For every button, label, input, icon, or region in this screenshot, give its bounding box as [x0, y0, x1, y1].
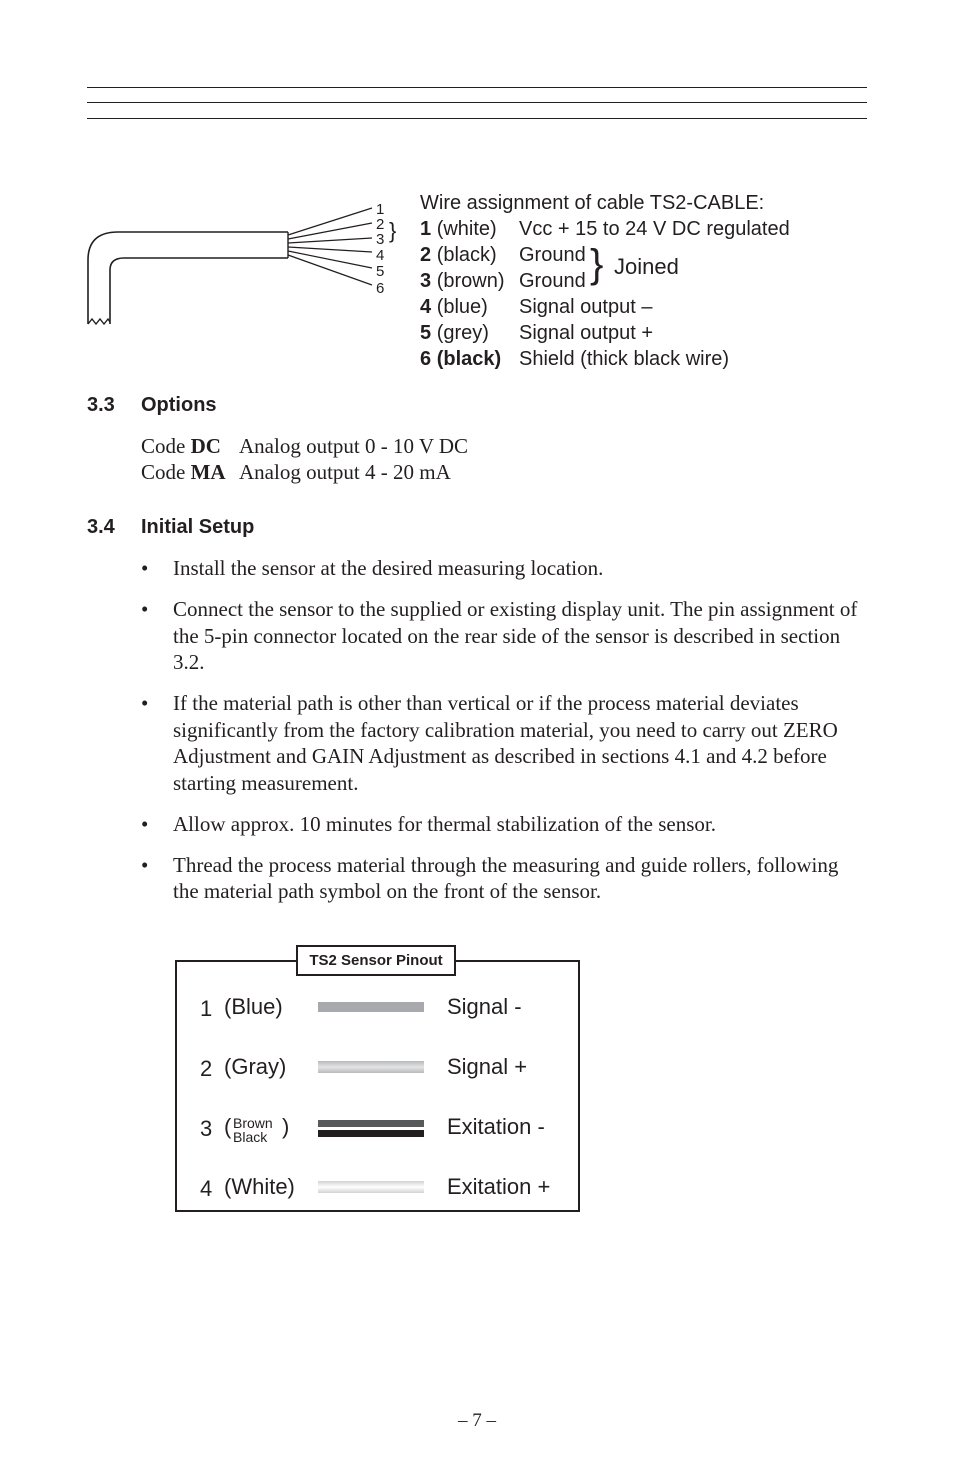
- wire-function: Ground: [519, 244, 586, 266]
- list-item-text: Allow approx. 10 minutes for thermal stabilization of the sensor.: [173, 811, 716, 836]
- pin-number: 2: [200, 1056, 213, 1081]
- list-item: [141, 852, 866, 905]
- wire-number: 1: [420, 218, 432, 240]
- wire-function: Ground: [519, 270, 586, 292]
- wire-color: (grey): [436, 322, 489, 344]
- option-description: Analog output 4 - 20 mA: [239, 460, 451, 484]
- wire-row: [420, 346, 860, 372]
- wire-color: (white): [436, 218, 497, 240]
- setup-steps-list: [141, 555, 866, 919]
- pinout-row: [177, 988, 582, 1028]
- section-number: 3.3: [87, 394, 115, 416]
- option-description: Analog output 0 - 10 V DC: [239, 434, 469, 458]
- wire-function: Signal output +: [519, 322, 653, 344]
- pin-color: (Gray): [224, 1054, 287, 1079]
- wire-color: (black): [436, 348, 502, 370]
- wire-assignment-title: Wire assignment of cable TS2-CABLE:: [420, 192, 765, 214]
- pin-number: 1: [200, 996, 213, 1021]
- header-rule-middle: [87, 102, 867, 103]
- wire-function: Shield (thick black wire): [519, 348, 730, 370]
- pin-color-top: Brown: [233, 1115, 273, 1131]
- list-item: [141, 811, 866, 838]
- wire-row: [420, 294, 860, 320]
- list-item: [141, 555, 866, 582]
- wire-number: 6: [420, 348, 432, 370]
- header-rule-bottom: [87, 118, 867, 119]
- pinout-row: 3 ( Brown Black ) Exitation -: [200, 1114, 545, 1145]
- wire-swatch-gray: [318, 1061, 424, 1073]
- wire-swatch-brown: [318, 1120, 424, 1127]
- pin-number: 4: [200, 1176, 213, 1201]
- pin-signal: Exitation -: [447, 1114, 545, 1139]
- joined-brace: }: [590, 242, 604, 286]
- cable-label-4: 4: [376, 247, 385, 264]
- pin-color: (Blue): [224, 994, 283, 1019]
- section-title: Options: [141, 394, 217, 416]
- option-prefix: Code: [141, 460, 186, 484]
- pin-signal: Signal -: [447, 994, 522, 1019]
- options-list: [141, 433, 468, 485]
- cable-illustration: [80, 190, 410, 340]
- cable-label-3: 3: [376, 231, 385, 248]
- bullet: •: [141, 597, 149, 621]
- wire-function: Vcc + 15 to 24 V DC regulated: [519, 218, 790, 240]
- page-number: – 7 –: [458, 1410, 496, 1431]
- wire-assignment-table: [420, 190, 860, 372]
- cable-wires: [288, 208, 372, 285]
- wire-number: 3: [420, 270, 432, 292]
- pinout-row: [177, 1048, 582, 1088]
- wire-function: Signal output –: [519, 296, 653, 318]
- wire-number: 5: [420, 322, 432, 344]
- option-row: [141, 433, 468, 459]
- list-item-text: Connect the sensor to the supplied or existing display unit. The pin assignment of the 5-pin connector located on the rear side of the sensor is described in section 3.2.: [173, 597, 858, 674]
- bullet: •: [141, 811, 149, 836]
- wire-swatch-white: [318, 1181, 424, 1193]
- section-heading-options: [87, 394, 217, 417]
- header-rule-top: [87, 87, 867, 88]
- pin-color-bottom: Black: [233, 1129, 268, 1145]
- cable-label-1: 1: [376, 201, 385, 218]
- joined-label: Joined: [614, 254, 679, 279]
- list-item-text: Install the sensor at the desired measuring location.: [173, 556, 604, 580]
- cable-brace: }: [389, 218, 397, 243]
- pinout-title: TS2 Sensor Pinout: [296, 945, 456, 976]
- pin-signal: Exitation +: [447, 1174, 551, 1199]
- wire-color: (black): [436, 244, 497, 266]
- list-item-text: Thread the process material through the measuring and guide rollers, following the material path symbol on the front of the sensor.: [173, 852, 839, 903]
- section-number: 3.4: [87, 516, 115, 538]
- option-code: MA: [190, 460, 226, 484]
- cable-jacket: [88, 232, 288, 324]
- pin-signal: Signal +: [447, 1054, 528, 1079]
- bullet: •: [141, 852, 149, 877]
- list-item-text: If the material path is other than vertical or if the process material deviates significantly from the factory calibration material, you need to carry out ZERO Adjustment and GAIN Adjustment as described in sections 4.1 and 4.2 before starting measurement.: [173, 691, 838, 795]
- bullet: •: [141, 691, 149, 715]
- pin-number: 3: [200, 1116, 213, 1141]
- option-row: [141, 459, 468, 485]
- wire-row: [420, 320, 860, 346]
- cable-label-5: 5: [376, 263, 385, 280]
- bullet: •: [141, 556, 149, 580]
- pinout-row: [177, 1168, 582, 1208]
- cable-label-2: 2: [376, 216, 385, 233]
- wire-row: [420, 216, 860, 242]
- option-code: DC: [190, 434, 221, 458]
- section-heading-initial-setup: [87, 516, 254, 539]
- cable-label-6: 6: [376, 280, 385, 297]
- wire-color: (blue): [436, 296, 488, 318]
- wire-number: 2: [420, 244, 432, 266]
- section-title: Initial Setup: [141, 516, 255, 538]
- wire-number: 4: [420, 296, 432, 318]
- wire-swatch-black: [318, 1130, 424, 1137]
- pinout-box: [175, 960, 580, 1212]
- wire-color: (brown): [436, 270, 505, 292]
- wire-swatch-blue: [318, 1002, 424, 1012]
- option-prefix: Code: [141, 434, 186, 458]
- list-item: [141, 596, 866, 676]
- list-item: [141, 690, 866, 796]
- pin-color: (White): [224, 1174, 295, 1199]
